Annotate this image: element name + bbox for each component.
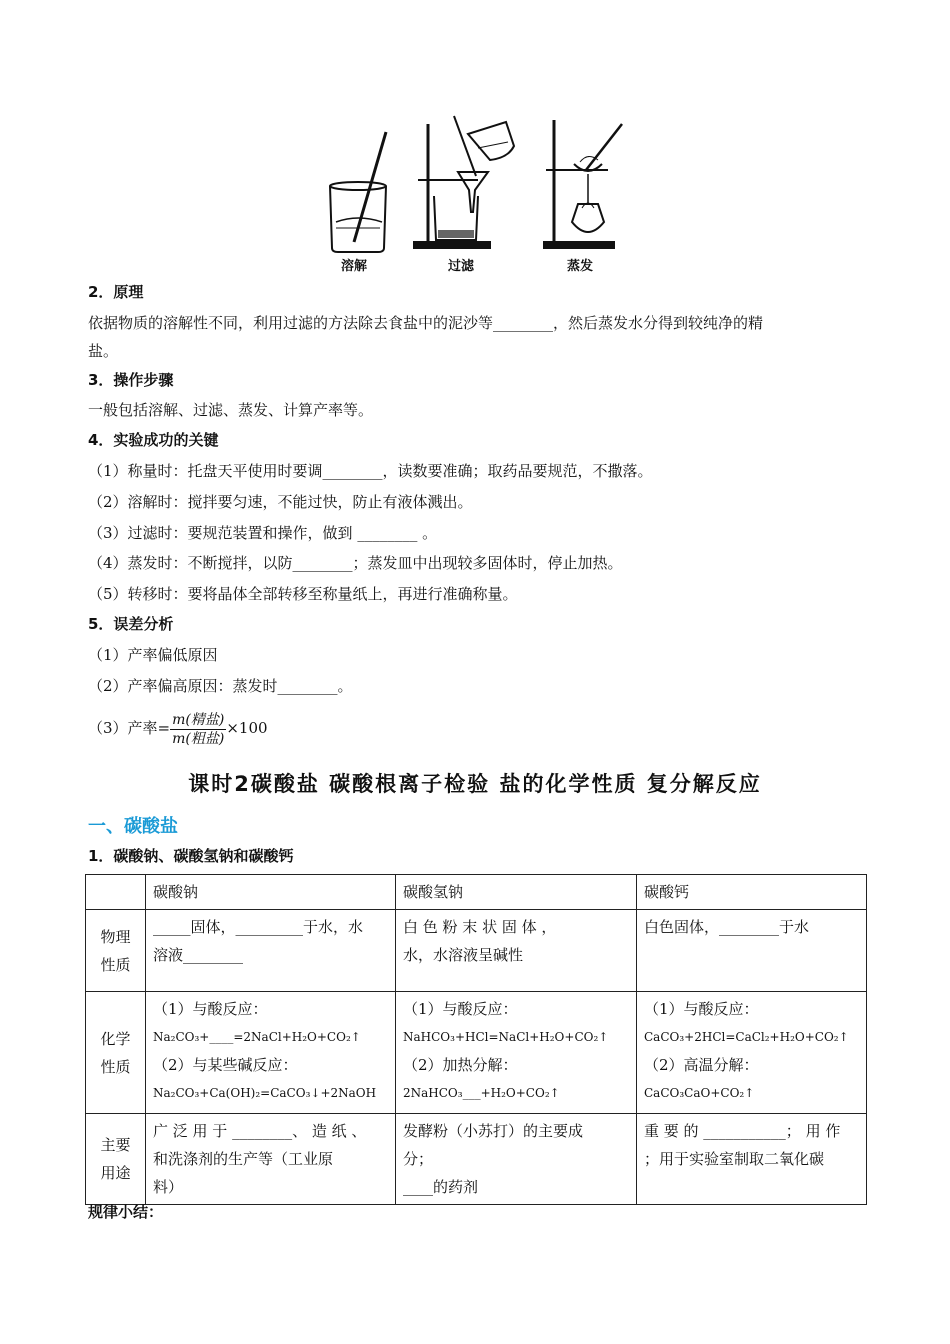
formula-suffix: ×100 — [226, 719, 268, 737]
table-cell: 白色固体，________于水 — [637, 910, 867, 992]
key-item: （2）溶解时：搅拌要匀速，不能过快，防止有液体溅出。 — [88, 493, 473, 511]
formula-prefix: （3）产率= — [88, 719, 171, 737]
table-row — [86, 1114, 867, 1205]
error-item: （1）产率偏低原因 — [88, 646, 218, 664]
lesson-title: 课时2碳酸盐 碳酸根离子检验 盐的化学性质 复分解反应 — [188, 772, 762, 796]
key-item: （3）过滤时：要规范装置和操作，做到 ________ 。 — [88, 524, 438, 542]
principle-text-1: 依据物质的溶解性不同，利用过滤的方法除去食盐中的泥沙等________，然后蒸发水分得到较纯净的精 — [88, 314, 764, 332]
row-label: 物理 性质 — [86, 910, 146, 992]
row-label: 化学 性质 — [86, 992, 146, 1114]
key-item: （1）称量时：托盘天平使用时要调________，读数要准确；取药品要规范，不撒落。 — [88, 462, 653, 480]
key-item: （4）蒸发时：不断搅拌，以防________；蒸发皿中出现较多固体时，停止加热。 — [88, 554, 623, 572]
yield-formula — [88, 708, 268, 748]
section-title: 一、碳酸盐 — [88, 816, 178, 837]
table-header-row — [86, 875, 867, 910]
table-cell: 发酵粉（小苏打）的主要成 分； ____的药剂 — [396, 1114, 637, 1205]
table-cell: _____固体，_________于水，水 溶液________ — [146, 910, 396, 992]
principle-heading: 2．原理 — [88, 283, 144, 301]
caption-filter: 过滤 — [448, 259, 475, 274]
col-header: 碳酸钙 — [637, 875, 867, 910]
steps-heading: 3．操作步骤 — [88, 371, 174, 389]
table-cell — [86, 875, 146, 910]
row-label: 主要 用途 — [86, 1114, 146, 1205]
key-item: （5）转移时：要将晶体全部转移至称量纸上，再进行准确称量。 — [88, 585, 518, 603]
formula-denominator: m(粗盐) — [172, 730, 225, 747]
apparatus-figure — [318, 112, 628, 272]
error-item: （2）产率偏高原因：蒸发时________。 — [88, 677, 353, 695]
table-cell: （1）与酸反应： CaCO₃+2HCl=CaCl₂+H₂O+CO₂↑ （2）高温分解： CaCO₃CaO+CO₂↑ — [637, 992, 867, 1114]
table-cell: （1）与酸反应： Na₂CO₃+____=2NaCl+H₂O+CO₂↑ （2）与某些碱反应： Na₂CO₃+Ca(OH)₂=CaCO₃↓+2NaOH — [146, 992, 396, 1114]
summary-label: 规律小结： — [88, 1203, 164, 1221]
evaporation-drawing — [544, 120, 622, 248]
table-row — [86, 910, 867, 992]
table-cell: 广 泛 用 于 ________、 造 纸 、 和洗涤剂的生产等（工业原 料） — [146, 1114, 396, 1205]
dissolve-beaker-drawing — [330, 132, 386, 252]
formula-numerator: m(精盐) — [172, 711, 225, 728]
caption-dissolve: 溶解 — [341, 259, 368, 274]
table-cell: 重 要 的 ___________； 用 作 ；用于实验室制取二氧化碳 — [637, 1114, 867, 1205]
filtration-drawing — [414, 116, 514, 248]
carbonate-table — [85, 874, 867, 1205]
formula-fraction — [170, 711, 226, 748]
keys-heading: 4．实验成功的关键 — [88, 431, 219, 449]
caption-evaporate: 蒸发 — [567, 259, 594, 274]
table-cell: 白 色 粉 末 状 固 体 ， 水，水溶液呈碱性 — [396, 910, 637, 992]
col-header: 碳酸氢钠 — [396, 875, 637, 910]
error-heading: 5．误差分析 — [88, 615, 174, 633]
steps-text: 一般包括溶解、过滤、蒸发、计算产率等。 — [88, 401, 374, 419]
col-header: 碳酸钠 — [146, 875, 396, 910]
table-cell: （1）与酸反应： NaHCO₃+HCl=NaCl+H₂O+CO₂↑ （2）加热分解： 2NaHCO₃___+H₂O+CO₂↑ — [396, 992, 637, 1114]
table-heading: 1．碳酸钠、碳酸氢钠和碳酸钙 — [88, 847, 294, 865]
principle-text-2: 盐。 — [88, 342, 119, 360]
table-row — [86, 992, 867, 1114]
